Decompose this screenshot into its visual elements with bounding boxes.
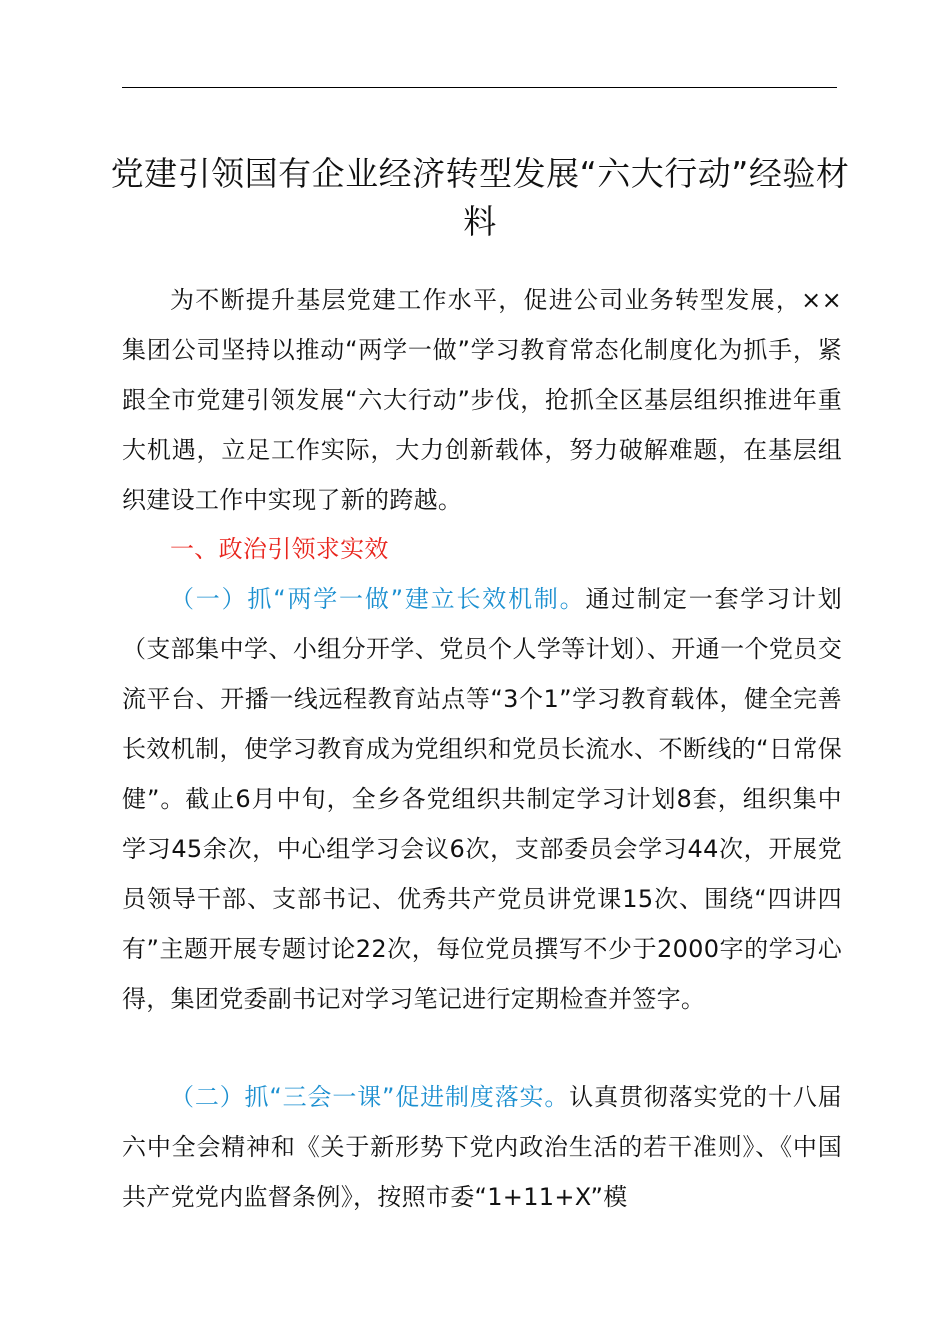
subsection-1-heading: （一）抓“两学一做”建立长效机制。 bbox=[170, 585, 586, 613]
header-rule bbox=[122, 87, 837, 88]
subsection-1-paragraph bbox=[122, 574, 842, 1024]
subsection-2-heading: （二）抓“三会一课”促进制度落实。 bbox=[170, 1083, 570, 1111]
subsection-2-paragraph bbox=[122, 1072, 842, 1222]
intro-paragraph: 为不断提升基层党建工作水平，促进公司业务转型发展，××集团公司坚持以推动“两学一做”学习教育常态化制度化为抓手，紧跟全市党建引领发展“六大行动”步伐，抢抓全区基层组织推进年重大机遇，立足工作实际，大力创新载体，努力破解难题，在基层组织建设工作中实现了新的跨越。 bbox=[122, 286, 842, 514]
section-heading-1: 一、政治引领求实效 bbox=[170, 535, 389, 563]
document-title: 党建引领国有企业经济转型发展“六大行动”经验材料 bbox=[110, 154, 850, 241]
subsection-1-body: 通过制定一套学习计划（支部集中学、小组分开学、党员个人学等计划）、开通一个党员交流平台、开播一线远程教育站点等“3个1”学习教育载体，健全完善长效机制，使学习教育成为党组织和党员长流水、不断线的“日常保健”。截止6月中旬，全乡各党组织共制定学习计划8套，组织集中学习45余次，中心组学习会议6次，支部委员会学习44次，开展党员领导干部、支部书记、优秀共产党员讲党课15次、围绕“四讲四有”主题开展专题讨论22次，每位党员撰写不少于2000字的学习心得，集团党委副书记对学习笔记进行定期检查并签字。 bbox=[122, 585, 843, 1013]
subsection-2-body: 认真贯彻落实党的十八届六中全会精神和《关于新形势下党内政治生活的若干准则》、《中国共产党党内监督条例》，按照市委“1+11+X”模 bbox=[122, 1083, 842, 1211]
